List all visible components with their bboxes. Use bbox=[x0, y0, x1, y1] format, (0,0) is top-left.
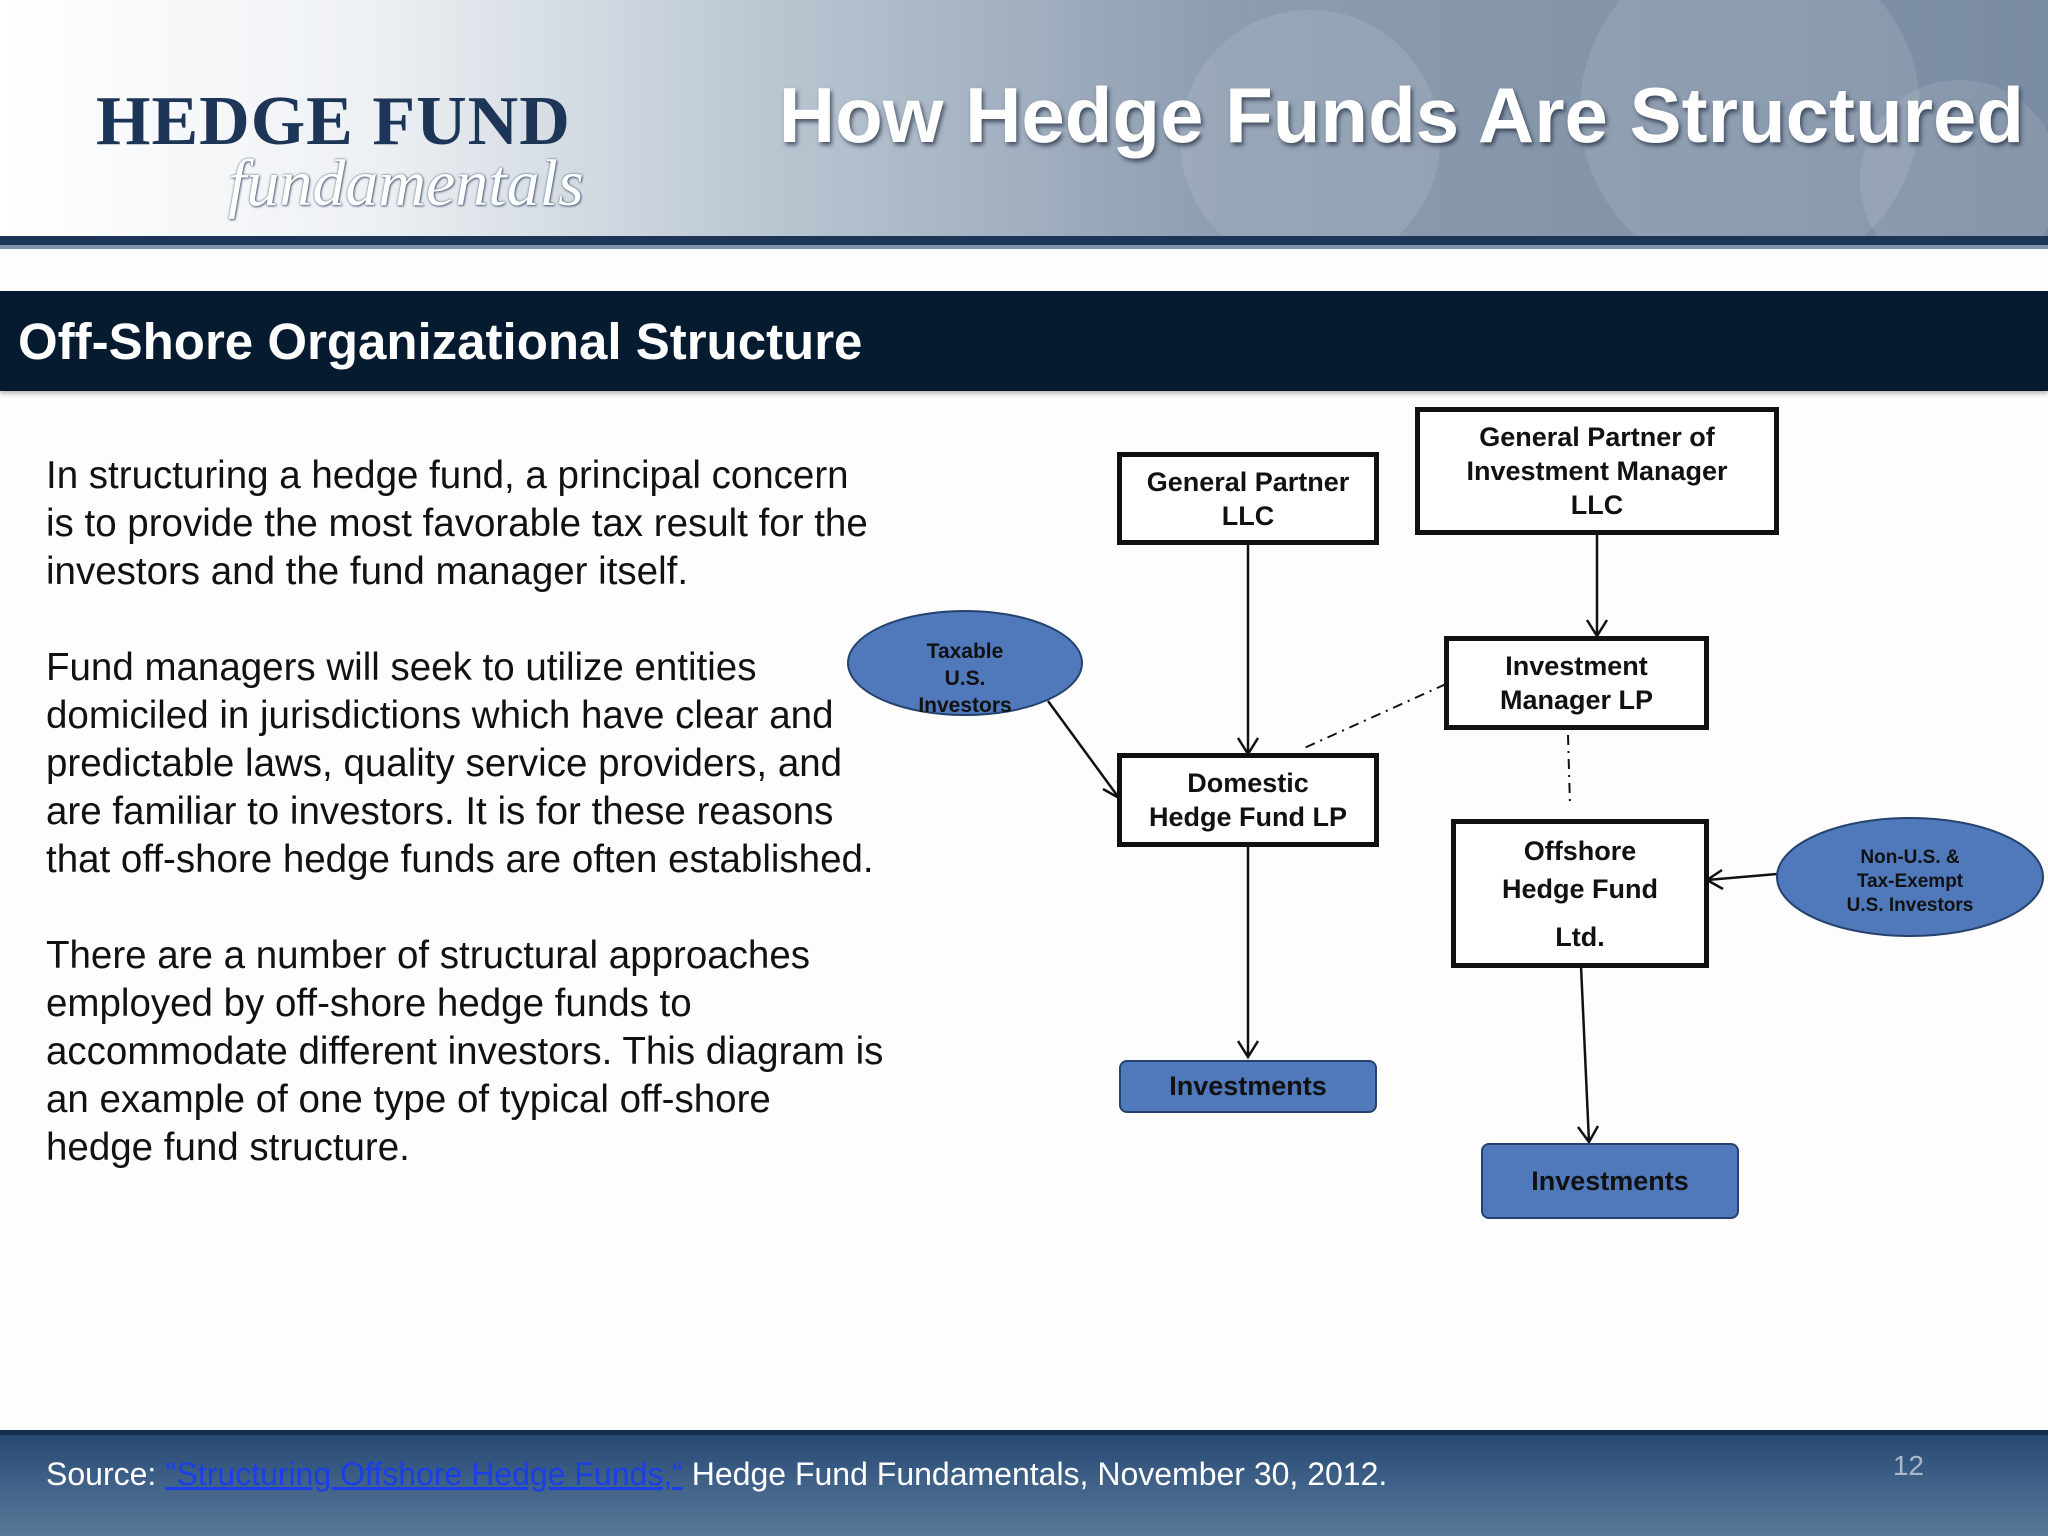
investments-offshore-node: Investments bbox=[1481, 1143, 1739, 1219]
source-details: Hedge Fund Fundamentals, November 30, 2012. bbox=[691, 1456, 1388, 1492]
gp-of-investment-manager-box bbox=[1415, 407, 1779, 535]
section-title: Off-Shore Organizational Structure bbox=[18, 313, 863, 370]
node-label-line: LLC bbox=[1221, 500, 1275, 531]
node-label-line: Hedge Fund bbox=[1502, 873, 1658, 904]
node-label-line: General Partner bbox=[1146, 466, 1350, 497]
node-label-line: Offshore bbox=[1523, 835, 1637, 866]
node-label-line: Investment bbox=[1505, 651, 1648, 681]
page-number: 12 bbox=[1892, 1450, 1924, 1481]
node-label-line: U.S. Investors bbox=[1846, 895, 1974, 916]
connector-im-to-offshore bbox=[1568, 735, 1570, 805]
connector-im-to-domestic bbox=[1302, 684, 1446, 749]
nonus-investors-label bbox=[1790, 846, 2030, 918]
node-label-line: Manager LP bbox=[1499, 685, 1654, 715]
general-partner-llc-box bbox=[1117, 452, 1379, 545]
offshore-hedge-fund-box bbox=[1451, 819, 1709, 968]
footer-divider bbox=[0, 1430, 2048, 1435]
connector-taxable-to-domestic bbox=[1048, 701, 1119, 798]
source-label: Source: bbox=[46, 1456, 157, 1492]
connector-offshore-to-investments bbox=[1581, 966, 1589, 1142]
investment-manager-lp-box bbox=[1444, 636, 1709, 730]
source-link[interactable]: "Structuring Offshore Hedge Funds,“ bbox=[165, 1456, 683, 1492]
node-label-line: Ltd. bbox=[1555, 921, 1605, 952]
paragraph: There are a number of structural approaches employed by off-shore hedge funds to accommodate different investors. This diagram is an example of one type of typical off-shore hedge fund structure. bbox=[46, 934, 884, 1169]
node-label-line: Taxable bbox=[926, 640, 1004, 663]
node-label-line: General Partner of bbox=[1479, 422, 1715, 452]
node-label-line: U.S. bbox=[944, 667, 986, 690]
paragraph: Fund managers will seek to utilize entities domiciled in jurisdictions which have clear and predictable laws, quality service providers, and are familiar to investors. It is for these reasons that off-shore hedge funds are often established. bbox=[46, 646, 874, 881]
node-label-line: Domestic bbox=[1187, 768, 1309, 798]
node-label-line: Tax-Exempt bbox=[1856, 871, 1964, 892]
node-label-line: Non-U.S. & bbox=[1860, 847, 1960, 868]
logo-fundamentals: fundamentals bbox=[228, 147, 584, 220]
node-label-line: Investment Manager bbox=[1466, 456, 1728, 486]
paragraph: In structuring a hedge fund, a principal concern is to provide the most favorable tax result for the investors and the fund manager itself. bbox=[46, 454, 868, 593]
investments-domestic-node: Investments bbox=[1119, 1060, 1377, 1113]
node-label-line: LLC bbox=[1570, 490, 1624, 520]
node-label-line: Hedge Fund LP bbox=[1149, 802, 1347, 832]
page-title: How Hedge Funds Are Structured bbox=[778, 71, 2024, 159]
connector-nonus-to-offshore bbox=[1707, 874, 1777, 880]
node-label-line: Investors bbox=[918, 694, 1012, 717]
domestic-hedge-fund-box bbox=[1117, 753, 1379, 847]
taxable-investors-label bbox=[885, 638, 1045, 719]
source-citation bbox=[46, 1456, 1387, 1493]
logo-hedge-fund: HEDGE FUND bbox=[96, 83, 571, 160]
